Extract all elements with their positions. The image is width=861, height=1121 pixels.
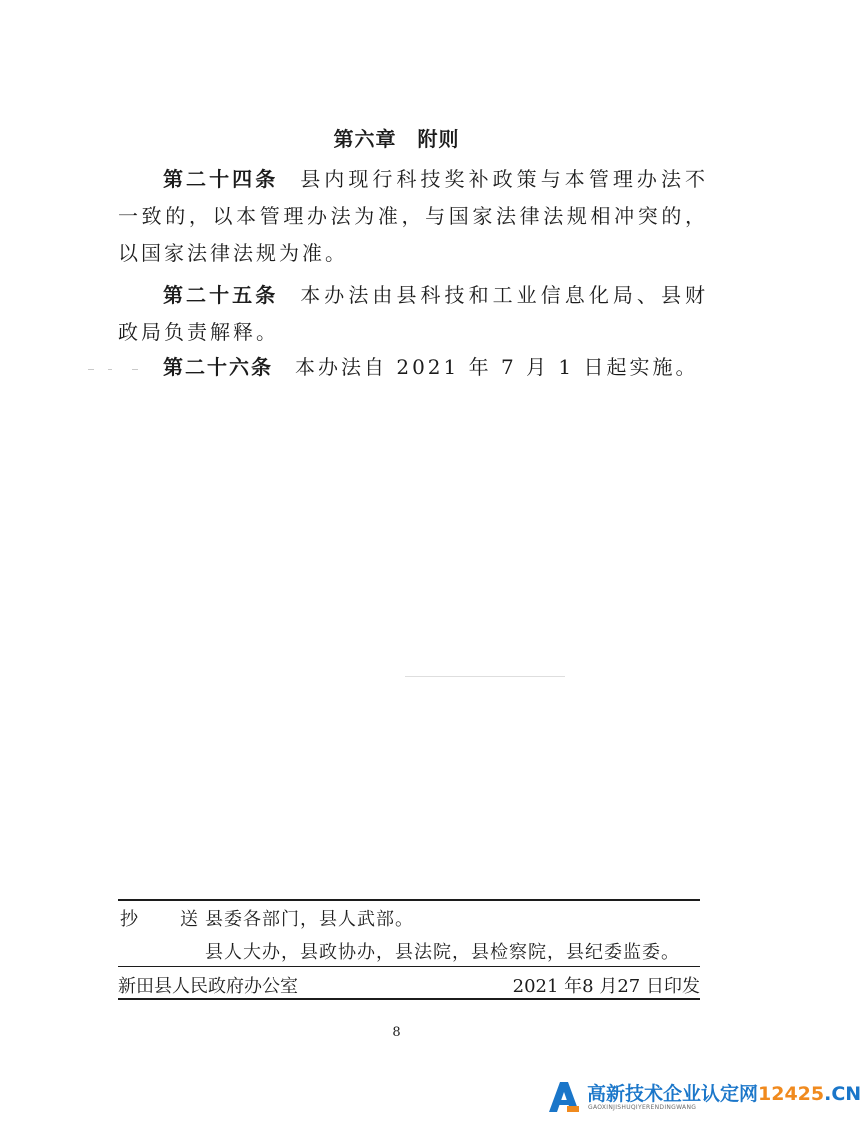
footer-bottom-rule xyxy=(118,998,700,1000)
article-26 xyxy=(118,349,708,386)
article-24-number: 第二十四条 xyxy=(163,167,279,191)
watermark-site-name xyxy=(587,1079,861,1106)
scan-speck xyxy=(88,369,94,370)
issuer-name: 新田县人民政府办公室 xyxy=(118,976,298,997)
watermark-domain: 12425 xyxy=(758,1083,825,1105)
article-25 xyxy=(118,277,708,351)
cc-top-rule xyxy=(118,899,700,901)
scan-speck xyxy=(132,369,138,370)
watermark-logo-icon xyxy=(545,1080,581,1114)
watermark-site-text: 高新技术企业认定网 xyxy=(587,1083,759,1105)
scan-speck xyxy=(405,676,565,677)
article-26-text: 本办法自 2021 年 7 月 1 日起实施。 xyxy=(295,355,699,379)
cc-recipients-line-1: 县委各部门，县人武部。 xyxy=(205,909,414,930)
watermark xyxy=(545,1078,861,1118)
watermark-pinyin: GAOXINJISHUQIYERENDINGWANG xyxy=(588,1104,697,1111)
cc-bottom-rule xyxy=(118,966,700,967)
watermark-logo-letter: A xyxy=(545,1080,546,1081)
scan-speck xyxy=(108,369,112,370)
article-25-text: 本办法由县科技和工业信息化局、县财政局负责解释。 xyxy=(118,283,709,344)
watermark-tld: .CN xyxy=(824,1083,861,1105)
cc-label: 抄 送： xyxy=(120,909,240,930)
page-number: 8 xyxy=(392,1025,401,1040)
article-25-number: 第二十五条 xyxy=(163,283,279,307)
cc-recipients-line-2: 县人大办，县政协办，县法院，县检察院，县纪委监委。 xyxy=(205,942,680,963)
article-24 xyxy=(118,161,708,272)
article-26-number: 第二十六条 xyxy=(163,355,273,379)
issue-date: 2021 年8 月27 日印发 xyxy=(512,976,700,997)
article-24-text: 县内现行科技奖补政策与本管理办法不一致的，以本管理办法为准，与国家法律法规相冲突的，以国家法律法规为准。 xyxy=(118,167,709,265)
chapter-title: 第六章 附则 xyxy=(333,127,460,151)
